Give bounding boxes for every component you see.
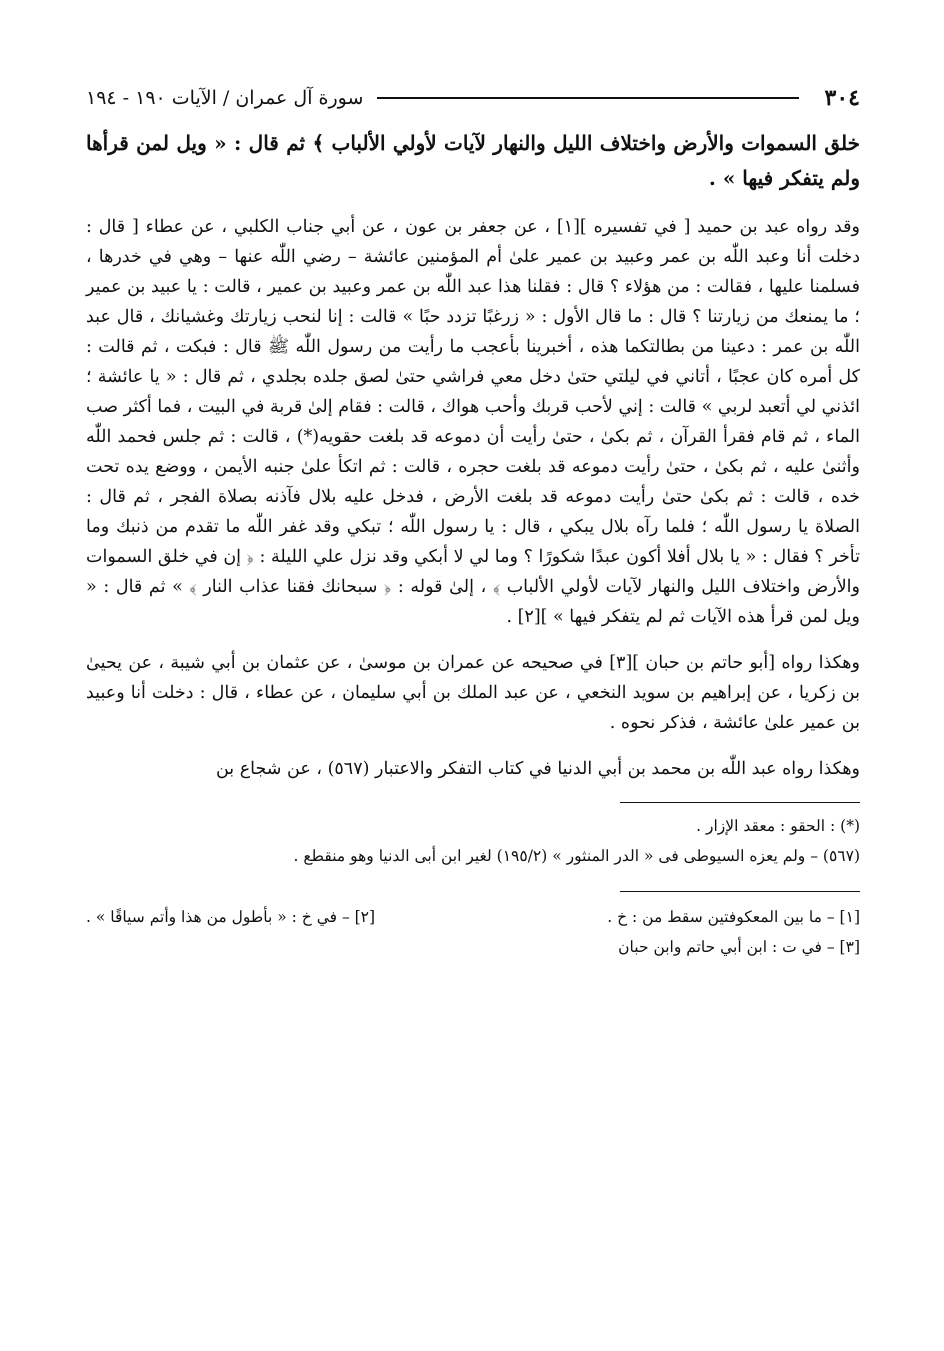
paragraph-1: خلق السموات والأرض واختلاف الليل والنهار لآيات لأولي الألباب ﴾ ثم قال : « ويل لمن قرأها ولم يتفكر فيها » . [86,131,860,190]
textual-note-1: [١] – ما بين المعكوفتين سقط من : خ . [607,908,860,926]
notes-separator [620,891,860,892]
header-rule [377,97,798,99]
paragraph-4: وهكذا رواه عبد اللّٰه بن محمد بن أبي الدنيا في كتاب التفكر والاعتبار (٥٦٧) ، عن شجاع بن [215,759,860,779]
page-header [86,74,860,122]
running-title: سورة آل عمران / الآيات ١٩٠ - ١٩٤ [86,87,364,109]
textual-note-3: [٣] – في ت : ابن أبي حاتم وابن حبان [618,938,860,956]
textual-note-2: [٢] – في خ : « بأطول من هذا وأتم سياقًا » . [86,908,376,926]
main-text [86,126,860,784]
textual-notes [86,902,860,962]
paragraph-3: وهكذا رواه [أبو حاتم بن حبان ][٣] في صحيحه عن عمران بن موسىٰ ، عن عثمان بن أبي شيبة ، عن يحيىٰ بن زكريا ، عن إبراهيم بن سويد النخعي ، عن عبد الملك بن أبي سليمان ، عن عطاء ، قال : دخلت أنا وعبيد بن عمير علىٰ عائشة ، فذكر نحوه . [86,653,860,733]
paragraph-2: وقد رواه عبد بن حميد [ في تفسيره ][١] ، عن جعفر بن عون ، عن أبي جناب الكلبي ، عن عطاء [ قال : دخلت أنا وعبد اللّٰه بن عمر وعبيد بن عمير علىٰ أم المؤمنين عائشة – رضي اللّٰه عنها – وهي في خدرها ، فسلمنا عليها ، فقالت : من هؤلاء ؟ قال : فقلنا هذا عبد اللّٰه بن عمر وعبيد بن عمير ، قالت : يا عبيد بن عمير ؛ ما يمنعك من زيارتنا ؟ قال : ما قال الأول : « زرغبًا تزدد حبًا » قالت : إنا لنحب زيارتك وغشيانك ، قال عبد اللّٰه بن عمر : دعينا من بطالتكما هذه ، أخبرينا بأعجب ما رأيت من رسول اللّٰه ﷺ قال : فبكت ، ثم قالت : كل أمره كان عجبًا ، أتاني في ليلتي حتىٰ دخل معي فراشي حتىٰ لصق جلده بجلدي ، ثم قال : « يا عائشة ؛ ائذني لي أتعبد لربي » قالت : إني لأحب قربك وأحب هواك ، قالت : فقام إلىٰ قربة في البيت ، فما أكثر صب الماء ، ثم قام فقرأ القرآن ، ثم بكىٰ ، حتىٰ رأيت أن دموعه قد بلغت حقويه(*) ، قالت : ثم جلس فحمد اللّٰه وأثنىٰ عليه ، ثم بكىٰ ، حتىٰ رأيت دموعه قد بلغت حجره ، قالت : ثم اتكأ علىٰ جنبه الأيمن ، ووضع يده تحت خده ، قالت : ثم بكىٰ حتىٰ رأيت دموعه قد بلغت الأرض ، فدخل عليه بلال فآذنه بصلاة الفجر ، ثم قال : الصلاة يا رسول اللّٰه ؛ فلما رآه بلال يبكي ، قال : يا رسول اللّٰه ؛ تبكي وقد غفر اللّٰه ما تقدم من ذنبك وما تأخر ؟ فقال : « يا بلال أفلا أكون عبدًا شكورًا ؟ وما لي لا أبكي وقد نزل علي الليلة : ﴿ إن في خلق السموات والأرض واختلاف الليل والنهار لآيات لأولي الألباب ﴾ ، إلىٰ قوله : ﴿ سبحانك فقنا عذاب النار ﴾ » ثم قال : « ويل لمن قرأ هذه الآيات ثم لم يتفكر فيها » ][٢] . [86,217,860,627]
footnote-2: (٥٦٧) – ولم يعزه السيوطى فى « الدر المنثور » (١٩٥/٢) لغير ابن أبى الدنيا وهو منقطع . [293,847,860,865]
footnote-1: (*) : الحقو : معقد الإزار . [696,817,860,835]
page-number: ٣٠٤ [824,85,860,111]
footnotes [86,811,860,871]
footnote-separator [620,802,860,803]
